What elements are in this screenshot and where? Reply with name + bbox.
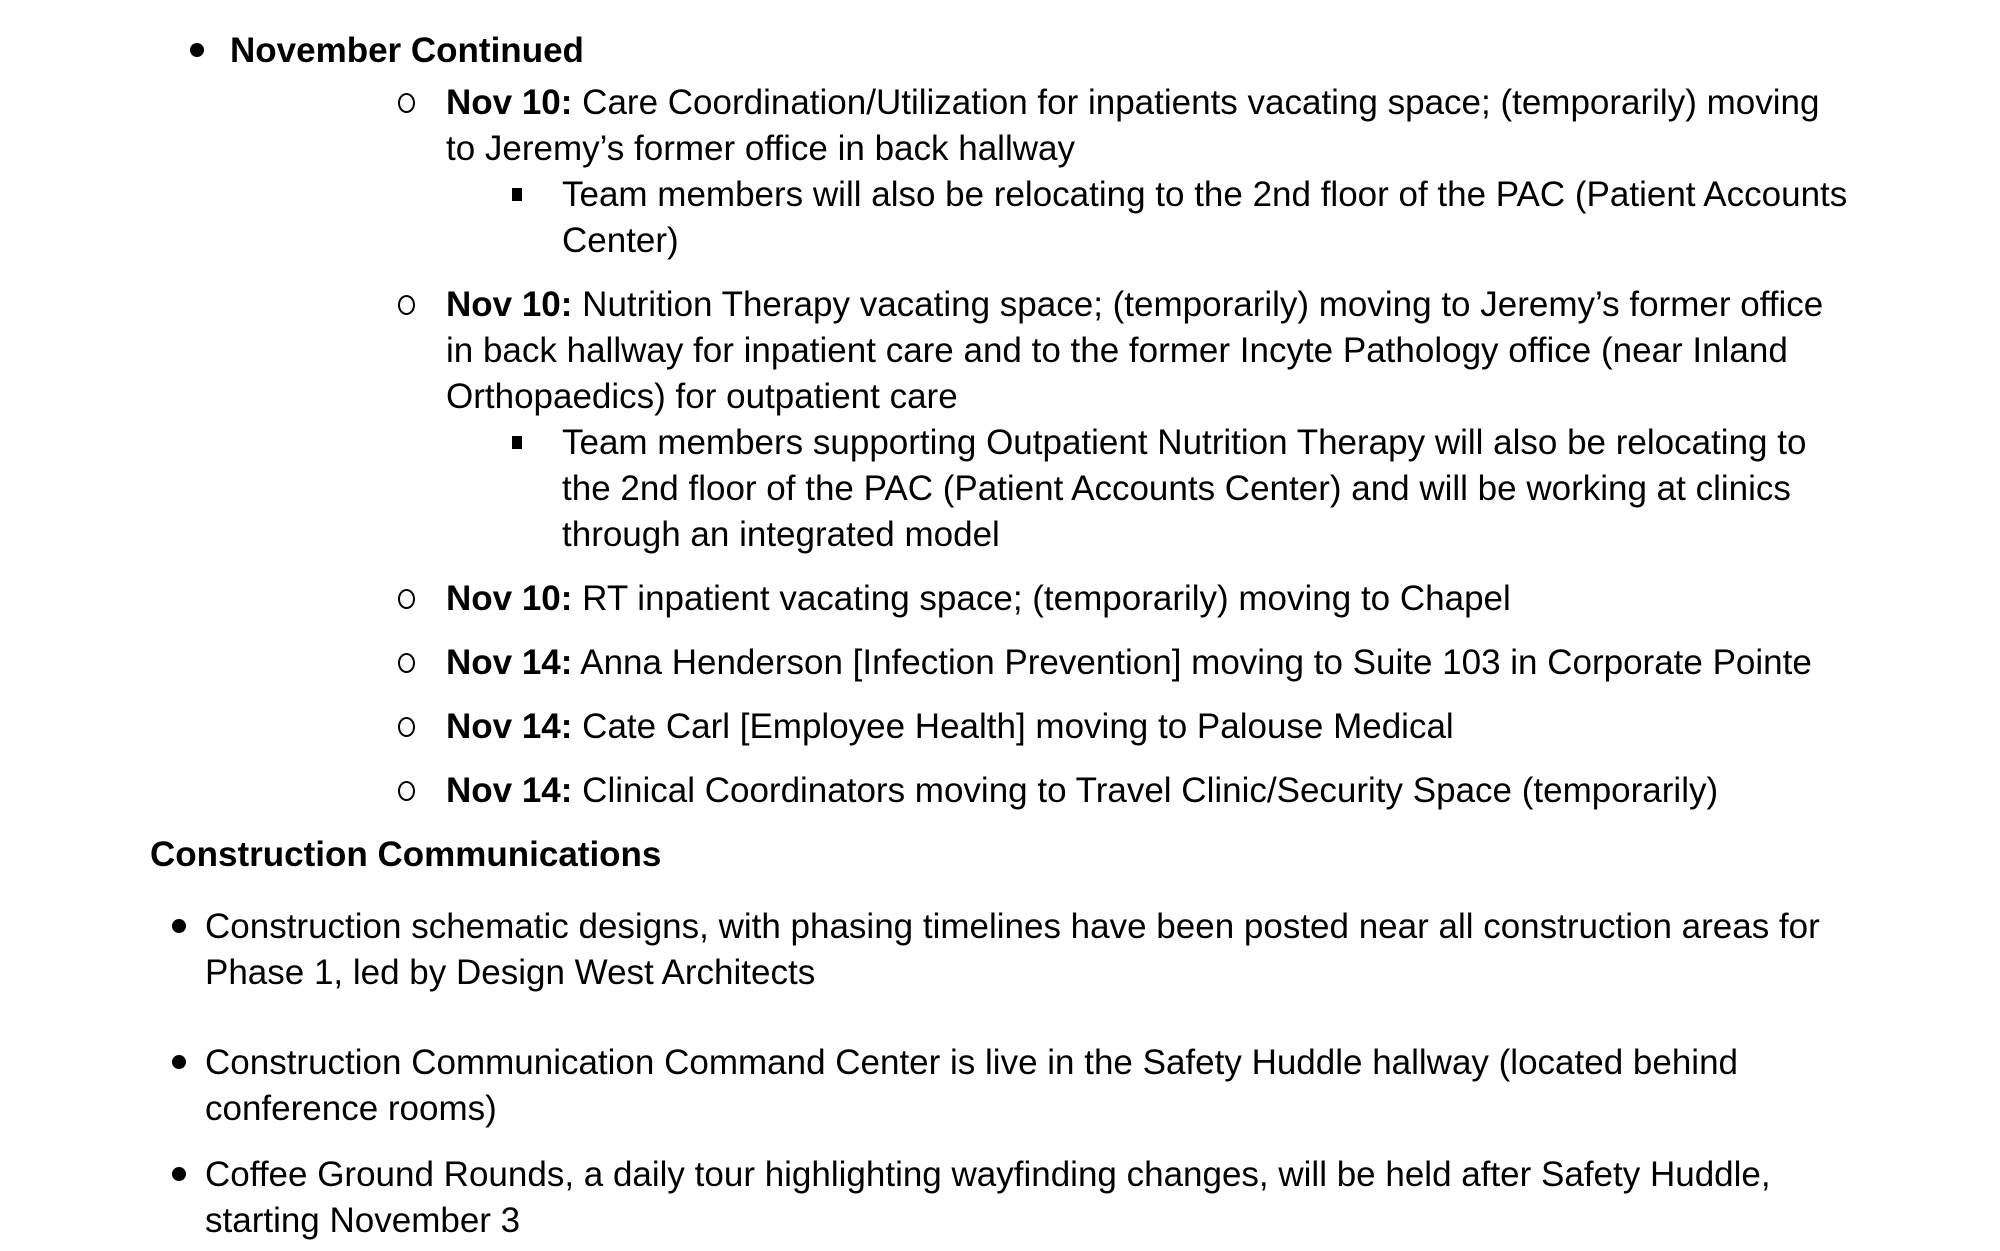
schedule-item-date-label: Nov 10:: [446, 83, 573, 122]
schedule-item-sublist: [446, 172, 1855, 264]
construction-bullet-item: Coffee Ground Rounds, a daily tour highlighting wayfinding changes, will be held after Safety Huddle, starting November 3: [172, 1152, 1855, 1244]
schedule-item-text: Anna Henderson [Infection Prevention] moving to Suite 103 in Corporate Pointe: [580, 643, 1812, 682]
construction-bullet-item: Construction Communication Command Center is live in the Safety Huddle hallway (located behind conference rooms): [172, 1040, 1855, 1132]
schedule-subitem: Team members will also be relocating to the 2nd floor of the PAC (Patient Accounts Center): [446, 172, 1855, 264]
schedule-item-text: RT inpatient vacating space; (temporarily) moving to Chapel: [582, 579, 1511, 618]
november-schedule-list: [230, 80, 1855, 814]
construction-communications-list: [0, 904, 1855, 1244]
schedule-item-date-label: Nov 10:: [446, 285, 573, 324]
schedule-item-date-label: Nov 14:: [446, 643, 573, 682]
schedule-item: [230, 704, 1855, 750]
schedule-subitem: Team members supporting Outpatient Nutrition Therapy will also be relocating to the 2nd floor of the PAC (Patient Accounts Center) and will be working at clinics through an integrated model: [446, 420, 1855, 558]
schedule-item: [230, 576, 1855, 622]
schedule-item-text: Clinical Coordinators moving to Travel Clinic/Security Space (temporarily): [582, 771, 1719, 810]
schedule-item: [230, 640, 1855, 686]
schedule-item-date-label: Nov 14:: [446, 707, 573, 746]
construction-bullet-item: Construction schematic designs, with phasing timelines have been posted near all construction areas for Phase 1, led by Design West Architects: [172, 904, 1855, 996]
schedule-item-sublist: [446, 420, 1855, 558]
schedule-item-date-label: Nov 10:: [446, 579, 573, 618]
schedule-item: [230, 80, 1855, 264]
schedule-item-text: Care Coordination/Utilization for inpatients vacating space; (temporarily) moving to Jeremy’s former office in back hallway: [446, 83, 1820, 168]
november-continued-title: November Continued: [230, 31, 584, 70]
november-continued-item: [190, 28, 1855, 814]
schedule-item: [230, 768, 1855, 814]
schedule-item-text: Cate Carl [Employee Health] moving to Palouse Medical: [582, 707, 1454, 746]
schedule-item-text: Nutrition Therapy vacating space; (temporarily) moving to Jeremy’s former office in back hallway for inpatient care and to the former Incyte Pathology office (near Inland Orthopaedics) for outpatient care: [446, 285, 1824, 416]
construction-communications-heading: Construction Communications: [150, 835, 662, 874]
schedule-item: [230, 282, 1855, 558]
schedule-item-date-label: Nov 14:: [446, 771, 573, 810]
